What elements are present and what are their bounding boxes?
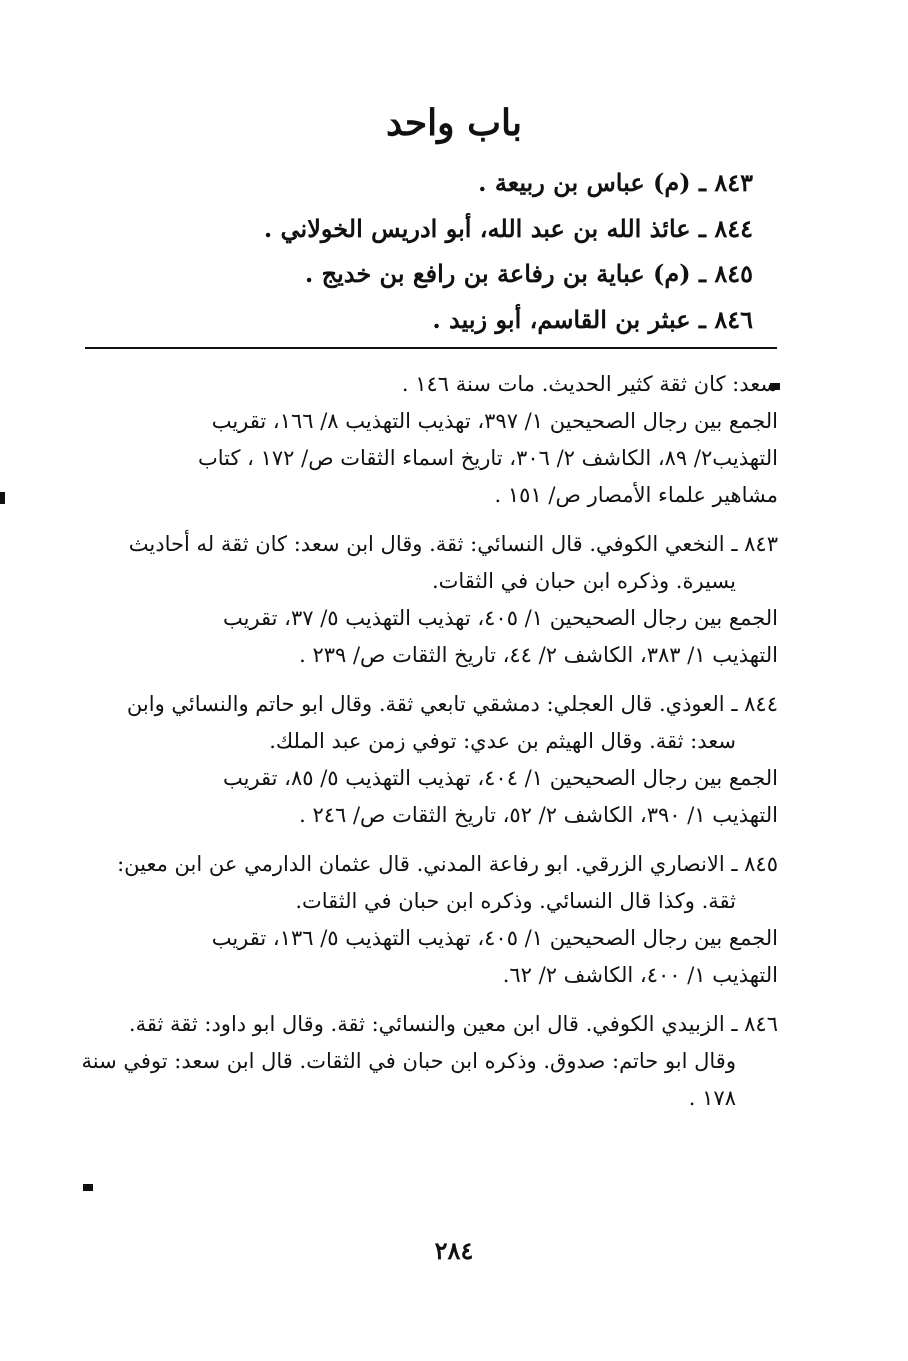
footnote-line: الجمع بين رجال الصحيحين ١/ ٤٠٤، تهذيب التهذيب ٥/ ٨٥، تقريب bbox=[222, 766, 778, 790]
footnote-line: التهذيب ١/ ٣٨٣، الكاشف ٢/ ٤٤، تاريخ الثقات ص/ ٢٣٩ . bbox=[299, 643, 778, 667]
entry-846: ٨٤٦ ـ عبثر بن القاسم، أبو زبيد . bbox=[432, 304, 753, 334]
footnote-line: سعد: كان ثقة كثير الحديث. مات سنة ١٤٦ . bbox=[401, 372, 778, 396]
footnote-line: التهذيب٢/ ٨٩، الكاشف ٢/ ٣٠٦، تاريخ اسماء الثقات ص/ ١٧٢ ، كتاب bbox=[197, 446, 778, 470]
footnote-846 bbox=[80, 1006, 778, 1117]
footnote-divider bbox=[85, 347, 777, 349]
footnote-line: الجمع بين رجال الصحيحين ١/ ٣٩٧، تهذيب التهذيب ٨/ ١٦٦، تقريب bbox=[211, 409, 778, 433]
footnote-line: التهذيب ١/ ٣٩٠، الكاشف ٢/ ٥٢، تاريخ الثقات ص/ ٢٤٦ . bbox=[299, 803, 778, 827]
footnote-843 bbox=[80, 526, 778, 674]
entry-844: ٨٤٤ ـ عائذ الله بن عبد الله، أبو ادريس الخولاني . bbox=[263, 213, 753, 243]
footnote-line: التهذيب ١/ ٤٠٠، الكاشف ٢/ ٦٢. bbox=[502, 963, 778, 987]
page-number: ٢٨٤ bbox=[434, 1236, 474, 1265]
footnote-line: وقال ابو حاتم: صدوق. وذكره ابن حبان في الثقات. قال ابن سعد: توفي سنة bbox=[81, 1049, 736, 1073]
footnote-line: ٨٤٦ ـ الزبيدي الكوفي. قال ابن معين والنسائي: ثقة. وقال ابو داود: ثقة ثقة. bbox=[128, 1012, 778, 1036]
footnote-line: سعد: ثقة. وقال الهيثم بن عدي: توفي زمن عبد الملك. bbox=[269, 729, 736, 753]
footnote-line: ١٧٨ . bbox=[688, 1086, 736, 1110]
margin-mark bbox=[0, 492, 5, 504]
footnote-line: ٨٤٣ ـ النخعي الكوفي. قال النسائي: ثقة. وقال ابن سعد: كان ثقة له أحاديث bbox=[128, 532, 778, 556]
entry-845: ٨٤٥ ـ (م) عباية بن رفاعة بن رافع بن خديج . bbox=[304, 259, 753, 288]
footnote-line: ثقة. وكذا قال النسائي. وذكره ابن حبان في الثقات. bbox=[295, 889, 736, 913]
footnote-continued bbox=[80, 366, 778, 514]
entry-843: ٨٤٣ ـ (م) عباس بن ربيعة . bbox=[478, 168, 753, 197]
footnote-line: يسيرة. وذكره ابن حبان في الثقات. bbox=[431, 569, 736, 593]
footnotes bbox=[80, 366, 778, 1129]
footnote-line: مشاهير علماء الأمصار ص/ ١٥١ . bbox=[494, 483, 778, 507]
footnote-line: الجمع بين رجال الصحيحين ١/ ٤٠٥، تهذيب التهذيب ٥/ ٣٧، تقريب bbox=[222, 606, 778, 630]
footnote-845 bbox=[80, 846, 778, 994]
end-marker bbox=[83, 1184, 93, 1191]
chapter-heading: باب واحد bbox=[386, 102, 522, 144]
footnote-844 bbox=[80, 686, 778, 834]
footnote-line: ٨٤٤ ـ العوذي. قال العجلي: دمشقي تابعي ثقة. وقال ابو حاتم والنسائي وابن bbox=[126, 692, 778, 716]
footnote-line: الجمع بين رجال الصحيحين ١/ ٤٠٥، تهذيب التهذيب ٥/ ١٣٦، تقريب bbox=[211, 926, 778, 950]
entry-list bbox=[113, 160, 753, 342]
footnote-line: ٨٤٥ ـ الانصاري الزرقي. ابو رفاعة المدني. قال عثمان الدارمي عن ابن معين: bbox=[117, 852, 778, 876]
